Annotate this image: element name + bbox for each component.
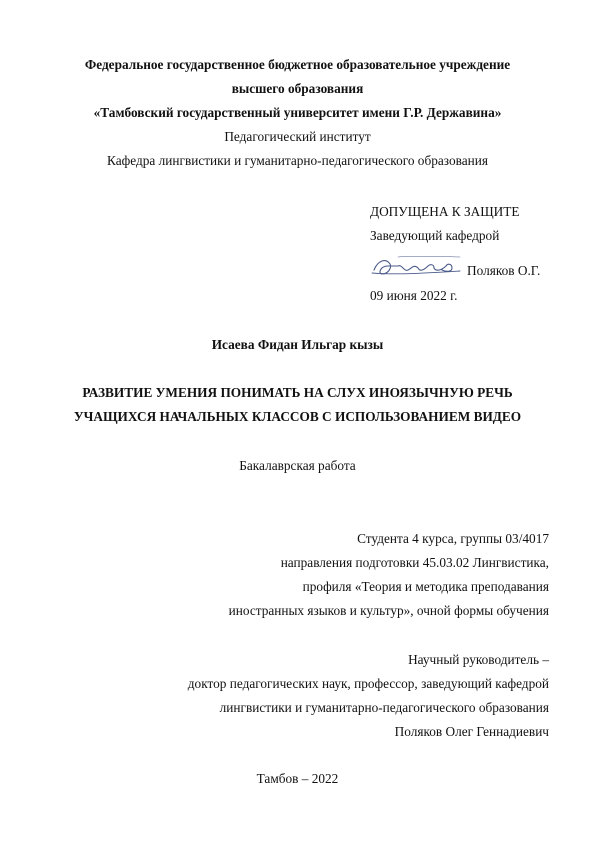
student-line-1: Студента 4 курса, группы 03/4017	[357, 531, 549, 546]
work-type: Бакалаврская работа	[239, 458, 356, 473]
institute-name: Педагогический институт	[224, 129, 371, 144]
approval-name: Поляков О.Г.	[467, 263, 541, 278]
header-line-3: «Тамбовский государственный университет имени Г.Р. Державина»	[93, 105, 502, 120]
supervisor-line-1: Научный руководитель –	[408, 652, 549, 667]
header-line-2: высшего образования	[231, 81, 364, 96]
footer-city-year: Тамбов – 2022	[256, 771, 339, 786]
department-name: Кафедра лингвистики и гуманитарно-педагогического образования	[107, 153, 488, 168]
thesis-title-line-2: УЧАЩИХСЯ НАЧАЛЬНЫХ КЛАССОВ С ИСПОЛЬЗОВАНИЕМ ВИДЕО	[73, 409, 522, 424]
approval-role: Заведующий кафедрой	[370, 228, 500, 243]
header-line-1: Федеральное государственное бюджетное образовательное учреждение	[84, 57, 511, 72]
signature-image	[368, 254, 464, 280]
student-line-2: направления подготовки 45.03.02 Лингвистика,	[280, 555, 549, 570]
supervisor-line-4: Поляков Олег Геннадиевич	[394, 724, 549, 739]
supervisor-line-2: доктор педагогических наук, профессор, заведующий кафедрой	[187, 676, 549, 691]
thesis-title-line-1: РАЗВИТИЕ УМЕНИЯ ПОНИМАТЬ НА СЛУХ ИНОЯЗЫЧНУЮ РЕЧЬ	[82, 385, 513, 400]
approval-date: 09 июня 2022 г.	[370, 288, 458, 303]
approval-title: ДОПУЩЕНА К ЗАЩИТЕ	[370, 204, 520, 219]
supervisor-line-3: лингвистики и гуманитарно-педагогического образования	[219, 700, 549, 715]
student-line-4: иностранных языков и культур», очной формы обучения	[228, 603, 549, 618]
student-line-3: профиля «Теория и методика преподавания	[302, 579, 549, 594]
author-name: Исаева Фидан Ильгар кызы	[211, 337, 384, 352]
